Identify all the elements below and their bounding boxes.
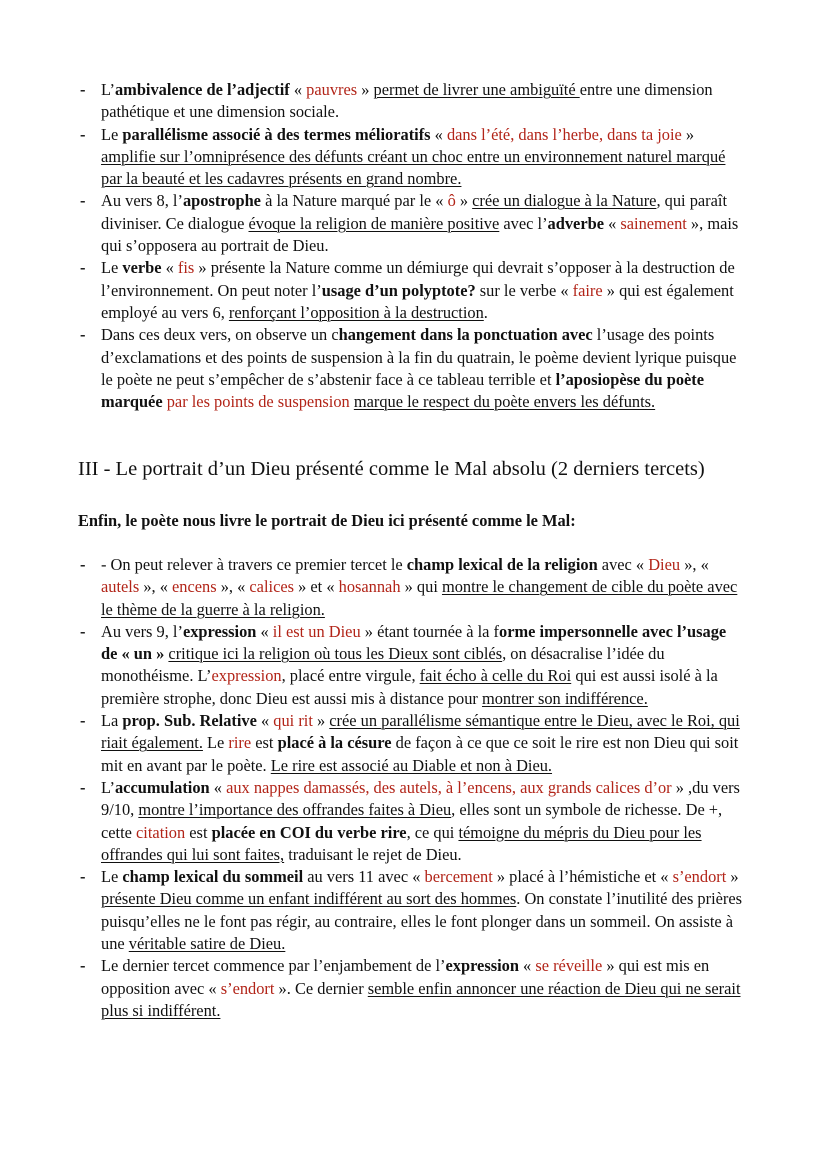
- quotation-text: qui rit: [273, 711, 313, 731]
- text-fragment: »: [312, 711, 330, 731]
- bold-term: usage d’un polyptote?: [321, 280, 476, 300]
- bullet-item: [0, 955, 828, 1022]
- text-fragment: » placé à l’hémistiche et «: [492, 867, 673, 887]
- text-fragment: entre une dimension pathétique et une dimension sociale.: [101, 80, 713, 122]
- bold-term: champ lexical de la religion: [406, 555, 598, 574]
- text-fragment: - On peut relever à travers ce premier tercet le: [101, 555, 407, 574]
- text-fragment: avec l’: [499, 213, 548, 233]
- text-fragment: «: [256, 621, 273, 641]
- text-fragment: » qui est également employé au vers 6,: [101, 280, 734, 322]
- text-fragment: », mais qui s’opposera au portrait de Dieu.: [101, 213, 739, 256]
- text-fragment: Le: [101, 258, 123, 278]
- bullet-item: [0, 190, 828, 257]
- bold-term: placé à la césure: [277, 733, 392, 753]
- quotation-text: par les points de suspension: [166, 392, 350, 412]
- text-fragment: , elles sont un symbole de richesse. De +, cette: [101, 800, 723, 842]
- text-fragment: . On constate l’inutilité des prières puisqu’elles ne le font pas régir, au contraire, elles le font plonger dans un sommeil. On assiste à une: [101, 889, 743, 954]
- text-fragment: «: [256, 711, 274, 731]
- bold-term: ambivalence de l’adjectif: [114, 80, 290, 99]
- bold-term: champ lexical du sommeil: [122, 867, 304, 887]
- text-fragment: «: [518, 956, 536, 976]
- quotation-text: autels: [101, 577, 140, 597]
- quotation-text: ô: [447, 191, 456, 211]
- text-fragment: «: [603, 213, 621, 233]
- underlined-analysis: crée un parallélisme sémantique entre le Dieu, avec le Roi, qui riait également.: [101, 711, 740, 753]
- bold-term: expression: [445, 956, 519, 976]
- text-fragment: , ce qui: [406, 822, 459, 842]
- text-fragment: Le: [202, 733, 229, 753]
- bullet-item: [0, 866, 828, 955]
- text-fragment: de façon à ce que ce soit le rire est non Dieu qui soit mit en avant par le poète.: [101, 733, 739, 775]
- quotation-text: sainement: [620, 213, 687, 233]
- underlined-analysis: semble enfin annoncer une réaction de Dieu qui ne serait plus si indifférent.: [101, 978, 741, 1020]
- text-fragment: qui est aussi isolé à la première strophe, donc Dieu est aussi mis à distance pour: [101, 666, 718, 708]
- quotation-text: fis: [177, 258, 195, 278]
- text-fragment: » qui: [400, 577, 442, 597]
- underlined-analysis: amplifie sur l’omniprésence des défunts créant un choc entre un environnement naturel marqué par la beauté et les cadavres présents en grand nombre.: [101, 146, 726, 189]
- text-fragment: », «: [216, 577, 250, 597]
- underlined-analysis: crée un dialogue à la Nature: [472, 191, 657, 211]
- quotation-text: bercement: [424, 867, 493, 887]
- quotation-text: hosannah: [338, 577, 401, 597]
- text-fragment: », «: [680, 555, 709, 574]
- text-fragment: «: [209, 777, 227, 797]
- bullet-item: [0, 79, 828, 124]
- text-fragment: avec «: [597, 555, 649, 574]
- quotation-text: faire: [572, 280, 603, 300]
- text-fragment: L’: [101, 80, 115, 99]
- underlined-analysis: témoigne du mépris du Dieu pour les offrandes qui lui sont faites,: [101, 822, 702, 864]
- bold-term: accumulation: [114, 777, 210, 797]
- text-fragment: » ,du vers 9/10,: [101, 777, 740, 820]
- text-fragment: , on désacralise l’idée du monothéisme. L’: [101, 644, 665, 686]
- text-fragment: ». Ce dernier: [274, 978, 368, 998]
- underlined-analysis: Le rire est associé au Diable et non à Dieu.: [270, 755, 553, 775]
- text-fragment: »: [681, 124, 695, 144]
- bullet-item: [0, 124, 828, 191]
- quotation-text: aux nappes damassés, des autels, à l’encens, aux grands calices d’or: [226, 777, 672, 797]
- quotation-text: dans l’été, dans l’herbe, dans ta joie: [446, 124, 682, 144]
- bullet-item: [0, 777, 828, 866]
- quotation-text: Dieu: [648, 555, 681, 574]
- bold-term: parallélisme associé à des termes mélioratifs: [122, 124, 431, 144]
- text-fragment: Le: [101, 867, 123, 887]
- text-fragment: Le dernier tercet commence par l’enjambement de l’: [101, 956, 446, 976]
- text-fragment: »: [357, 80, 374, 99]
- text-fragment: La: [101, 711, 123, 731]
- bullet-item: [0, 324, 828, 413]
- text-fragment: «: [161, 258, 178, 278]
- text-fragment: «: [430, 124, 447, 144]
- text-fragment: traduisant le rejet de Dieu.: [284, 844, 462, 864]
- text-fragment: L’: [101, 777, 115, 797]
- bullet-item: [0, 257, 828, 324]
- quotation-text: calices: [249, 577, 294, 597]
- text-fragment: .: [483, 302, 488, 322]
- text-fragment: »: [726, 867, 739, 887]
- text-fragment: Dans ces deux vers, on observe un c: [101, 325, 339, 345]
- bold-term: hangement dans la ponctuation avec: [338, 325, 593, 345]
- analysis-list-part-2: [0, 79, 828, 413]
- text-fragment: » étant tournée à la f: [360, 621, 500, 641]
- quotation-text: rire: [228, 733, 252, 753]
- underlined-analysis: permet de livrer une ambiguïté: [373, 80, 580, 99]
- text-fragment: à la Nature marqué par le «: [260, 191, 448, 211]
- underlined-analysis: critique ici la religion où tous les Dieux sont ciblés: [168, 644, 503, 664]
- text-fragment: «: [289, 80, 307, 99]
- underlined-analysis: montre le changement de cible du poète avec le thème de la guerre à la religion.: [101, 577, 738, 619]
- text-fragment: » et «: [294, 577, 339, 597]
- text-fragment: est: [251, 733, 278, 753]
- text-fragment: au vers 11 avec «: [303, 867, 425, 887]
- quotation-text: il est un Dieu: [272, 621, 361, 641]
- quotation-text: encens: [172, 577, 217, 597]
- text-fragment: » qui est mis en opposition avec «: [101, 956, 710, 998]
- bold-term: adverbe: [547, 213, 604, 233]
- bullet-item: [0, 621, 828, 710]
- quotation-text: expression: [211, 666, 282, 686]
- bullet-item: [0, 710, 828, 777]
- quotation-text: se réveille: [535, 956, 603, 976]
- analysis-list-part-3: [0, 554, 828, 1022]
- text-fragment: est: [185, 822, 212, 842]
- text-fragment: » présente la Nature comme un démiurge qui devrait s’opposer à la destruction de l’environnement. On peut noter l’: [101, 258, 735, 300]
- quotation-text: pauvres: [306, 80, 358, 99]
- underlined-analysis: renforçant l’opposition à la destruction: [228, 302, 484, 322]
- section-heading-III: III - Le portrait d’un Dieu présenté comme le Mal absolu (2 derniers tercets): [78, 458, 705, 480]
- quotation-text: citation: [136, 822, 186, 842]
- underlined-analysis: présente Dieu comme un enfant indifférent au sort des hommes: [101, 889, 517, 909]
- text-fragment: l’usage des points d’exclamations et des points de suspension à la fin du quatrain, le poème devient lyrique puisque le poète ne peut s’empêcher de s’abstenir face à ce tableau terrible et: [101, 325, 737, 389]
- underlined-analysis: marque le respect du poète envers les défunts.: [353, 392, 656, 412]
- text-fragment: Le: [101, 124, 123, 144]
- underlined-analysis: évoque la religion de manière positive: [248, 213, 500, 233]
- text-fragment: sur le verbe «: [475, 280, 573, 300]
- text-fragment: Au vers 9, l’: [101, 621, 183, 641]
- bold-term: l’aposiopèse du poète marquée: [101, 369, 705, 412]
- text-fragment: »: [455, 191, 473, 211]
- bold-term: placée en COI du verbe rire: [211, 822, 407, 842]
- section-intro: Enfin, le poète nous livre le portrait de Dieu ici présenté comme le Mal:: [78, 511, 576, 530]
- text-fragment: », «: [139, 577, 173, 597]
- text-fragment: , placé entre virgule,: [281, 666, 420, 686]
- quotation-text: s’endort: [672, 867, 727, 887]
- underlined-analysis: véritable satire de Dieu.: [128, 934, 286, 954]
- text-fragment: , qui paraît diviniser. Ce dialogue: [101, 191, 728, 233]
- bold-term: orme impersonnelle avec l’usage de « un »: [101, 621, 727, 664]
- bold-term: expression: [182, 621, 257, 641]
- bold-term: apostrophe: [182, 191, 261, 211]
- text-fragment: Au vers 8, l’: [101, 191, 183, 211]
- underlined-analysis: montrer son indifférence.: [481, 688, 648, 708]
- underlined-analysis: montre l’importance des offrandes faites à Dieu: [138, 800, 452, 820]
- bold-term: verbe: [122, 258, 162, 278]
- bold-term: prop. Sub. Relative: [122, 711, 257, 731]
- underlined-analysis: fait écho à celle du Roi: [419, 666, 572, 686]
- bullet-item: [0, 554, 828, 621]
- quotation-text: s’endort: [220, 978, 275, 998]
